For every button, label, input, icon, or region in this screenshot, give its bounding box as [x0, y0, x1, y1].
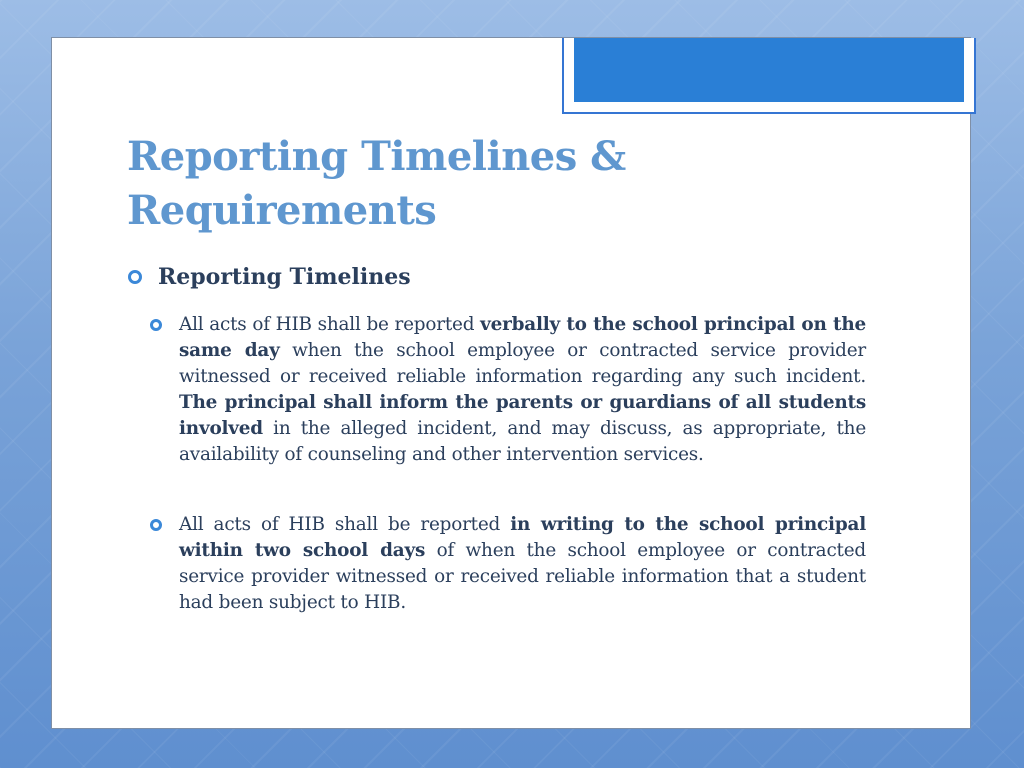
- text-segment: of when the school employee or contracted service provider witnessed or received reliable information that a student had been subject to HIB.: [179, 540, 866, 613]
- bullet-level1: [128, 264, 411, 290]
- ring-bullet-icon: [128, 270, 142, 284]
- bullet-level2-item: [150, 312, 866, 468]
- ring-bullet-icon: [150, 319, 162, 331]
- text-segment-bold: in writing to the school principal within two school days: [179, 514, 866, 561]
- slide-title: Reporting Timelines & Requirements: [127, 133, 626, 234]
- text-segment-bold: The principal shall inform the parents or guardians of all students involved: [179, 392, 866, 439]
- text-segment-bold: verbally to the school principal on the same day: [179, 314, 866, 361]
- text-segment: All acts of HIB shall be reported: [179, 514, 511, 535]
- accent-tab-fill: [574, 38, 964, 102]
- bullet-level2-item: [150, 512, 866, 616]
- bullet-level2-text: [179, 312, 866, 468]
- bullet-level2-text: [179, 512, 866, 616]
- text-segment: in the alleged incident, and may discuss, as appropriate, the availability of counseling and other intervention services.: [179, 418, 866, 465]
- ring-bullet-icon: [150, 519, 162, 531]
- bullet-level1-text: Reporting Timelines: [158, 264, 411, 290]
- text-segment: when the school employee or contracted service provider witnessed or received reliable information regarding any such incident.: [179, 340, 866, 387]
- text-segment: All acts of HIB shall be reported: [179, 314, 481, 335]
- accent-tab: [562, 38, 976, 114]
